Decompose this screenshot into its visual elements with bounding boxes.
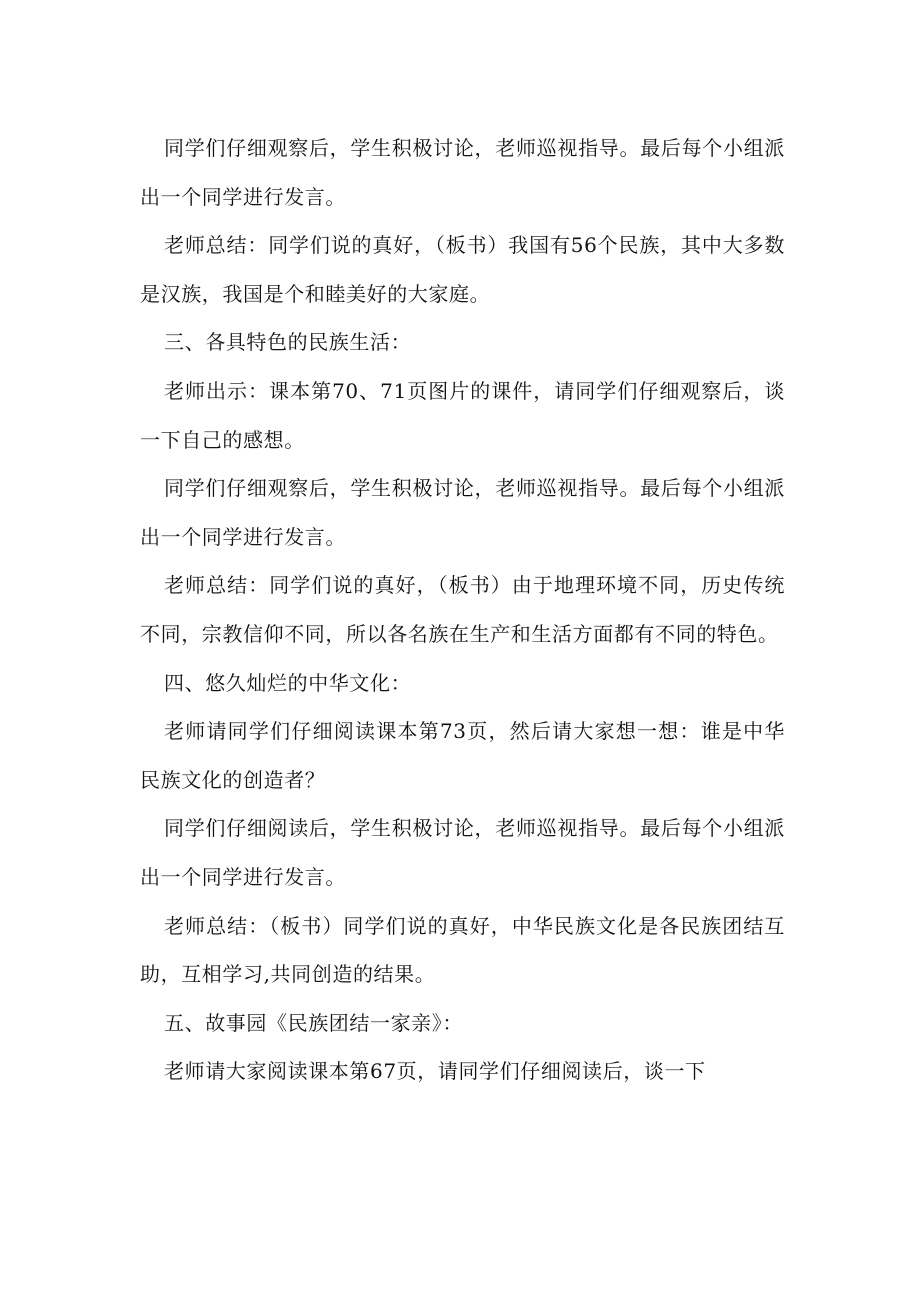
paragraph-teacher-summary-3: 老师总结：（板书）同学们说的真好，中华民族文化是各民族团结互助，互相学习,共同创造的结果。 [140,913,785,987]
section-heading-5: 五、故事园《民族团结一家亲》： [164,1010,463,1035]
paragraph-teacher-summary-1: 老师总结：同学们说的真好，（板书）我国有56个民族，其中大多数是汉族，我国是个和睦美好的大家庭。 [140,233,785,306]
paragraph-teacher-reading-1: 老师请同学们仔细阅读课本第73页，然后请大家想一想：谁是中华民族文化的创造者？ [140,719,785,792]
paragraph-observation-discussion-2: 同学们仔细观察后，学生积极讨论，老师巡视指导。最后每个小组派出一个同学进行发言。 [140,476,785,549]
paragraph-reading-discussion: 同学们仔细阅读后，学生积极讨论，老师巡视指导。最后每个小组派出一个同学进行发言。 [140,816,785,889]
paragraph-teacher-summary-2: 老师总结：同学们说的真好，（板书）由于地理环境不同，历史传统不同，宗教信仰不同，所以各名族在生产和生活方面都有不同的特色。 [140,573,785,646]
section-heading-3: 三、各具特色的民族生活： [164,330,412,355]
section-heading-4: 四、悠久灿烂的中华文化： [164,670,412,695]
paragraph-teacher-reading-2: 老师请大家阅读课本第67页，请同学们仔细阅读后，谈一下 [164,1059,706,1084]
document-body [140,124,785,1096]
paragraph-teacher-shows: 老师出示：课本第70、71页图片的课件，请同学们仔细观察后，谈一下自己的感想。 [140,378,785,452]
paragraph-observation-discussion-1: 同学们仔细观察后，学生积极讨论，老师巡视指导。最后每个小组派出一个同学进行发言。 [140,136,785,209]
